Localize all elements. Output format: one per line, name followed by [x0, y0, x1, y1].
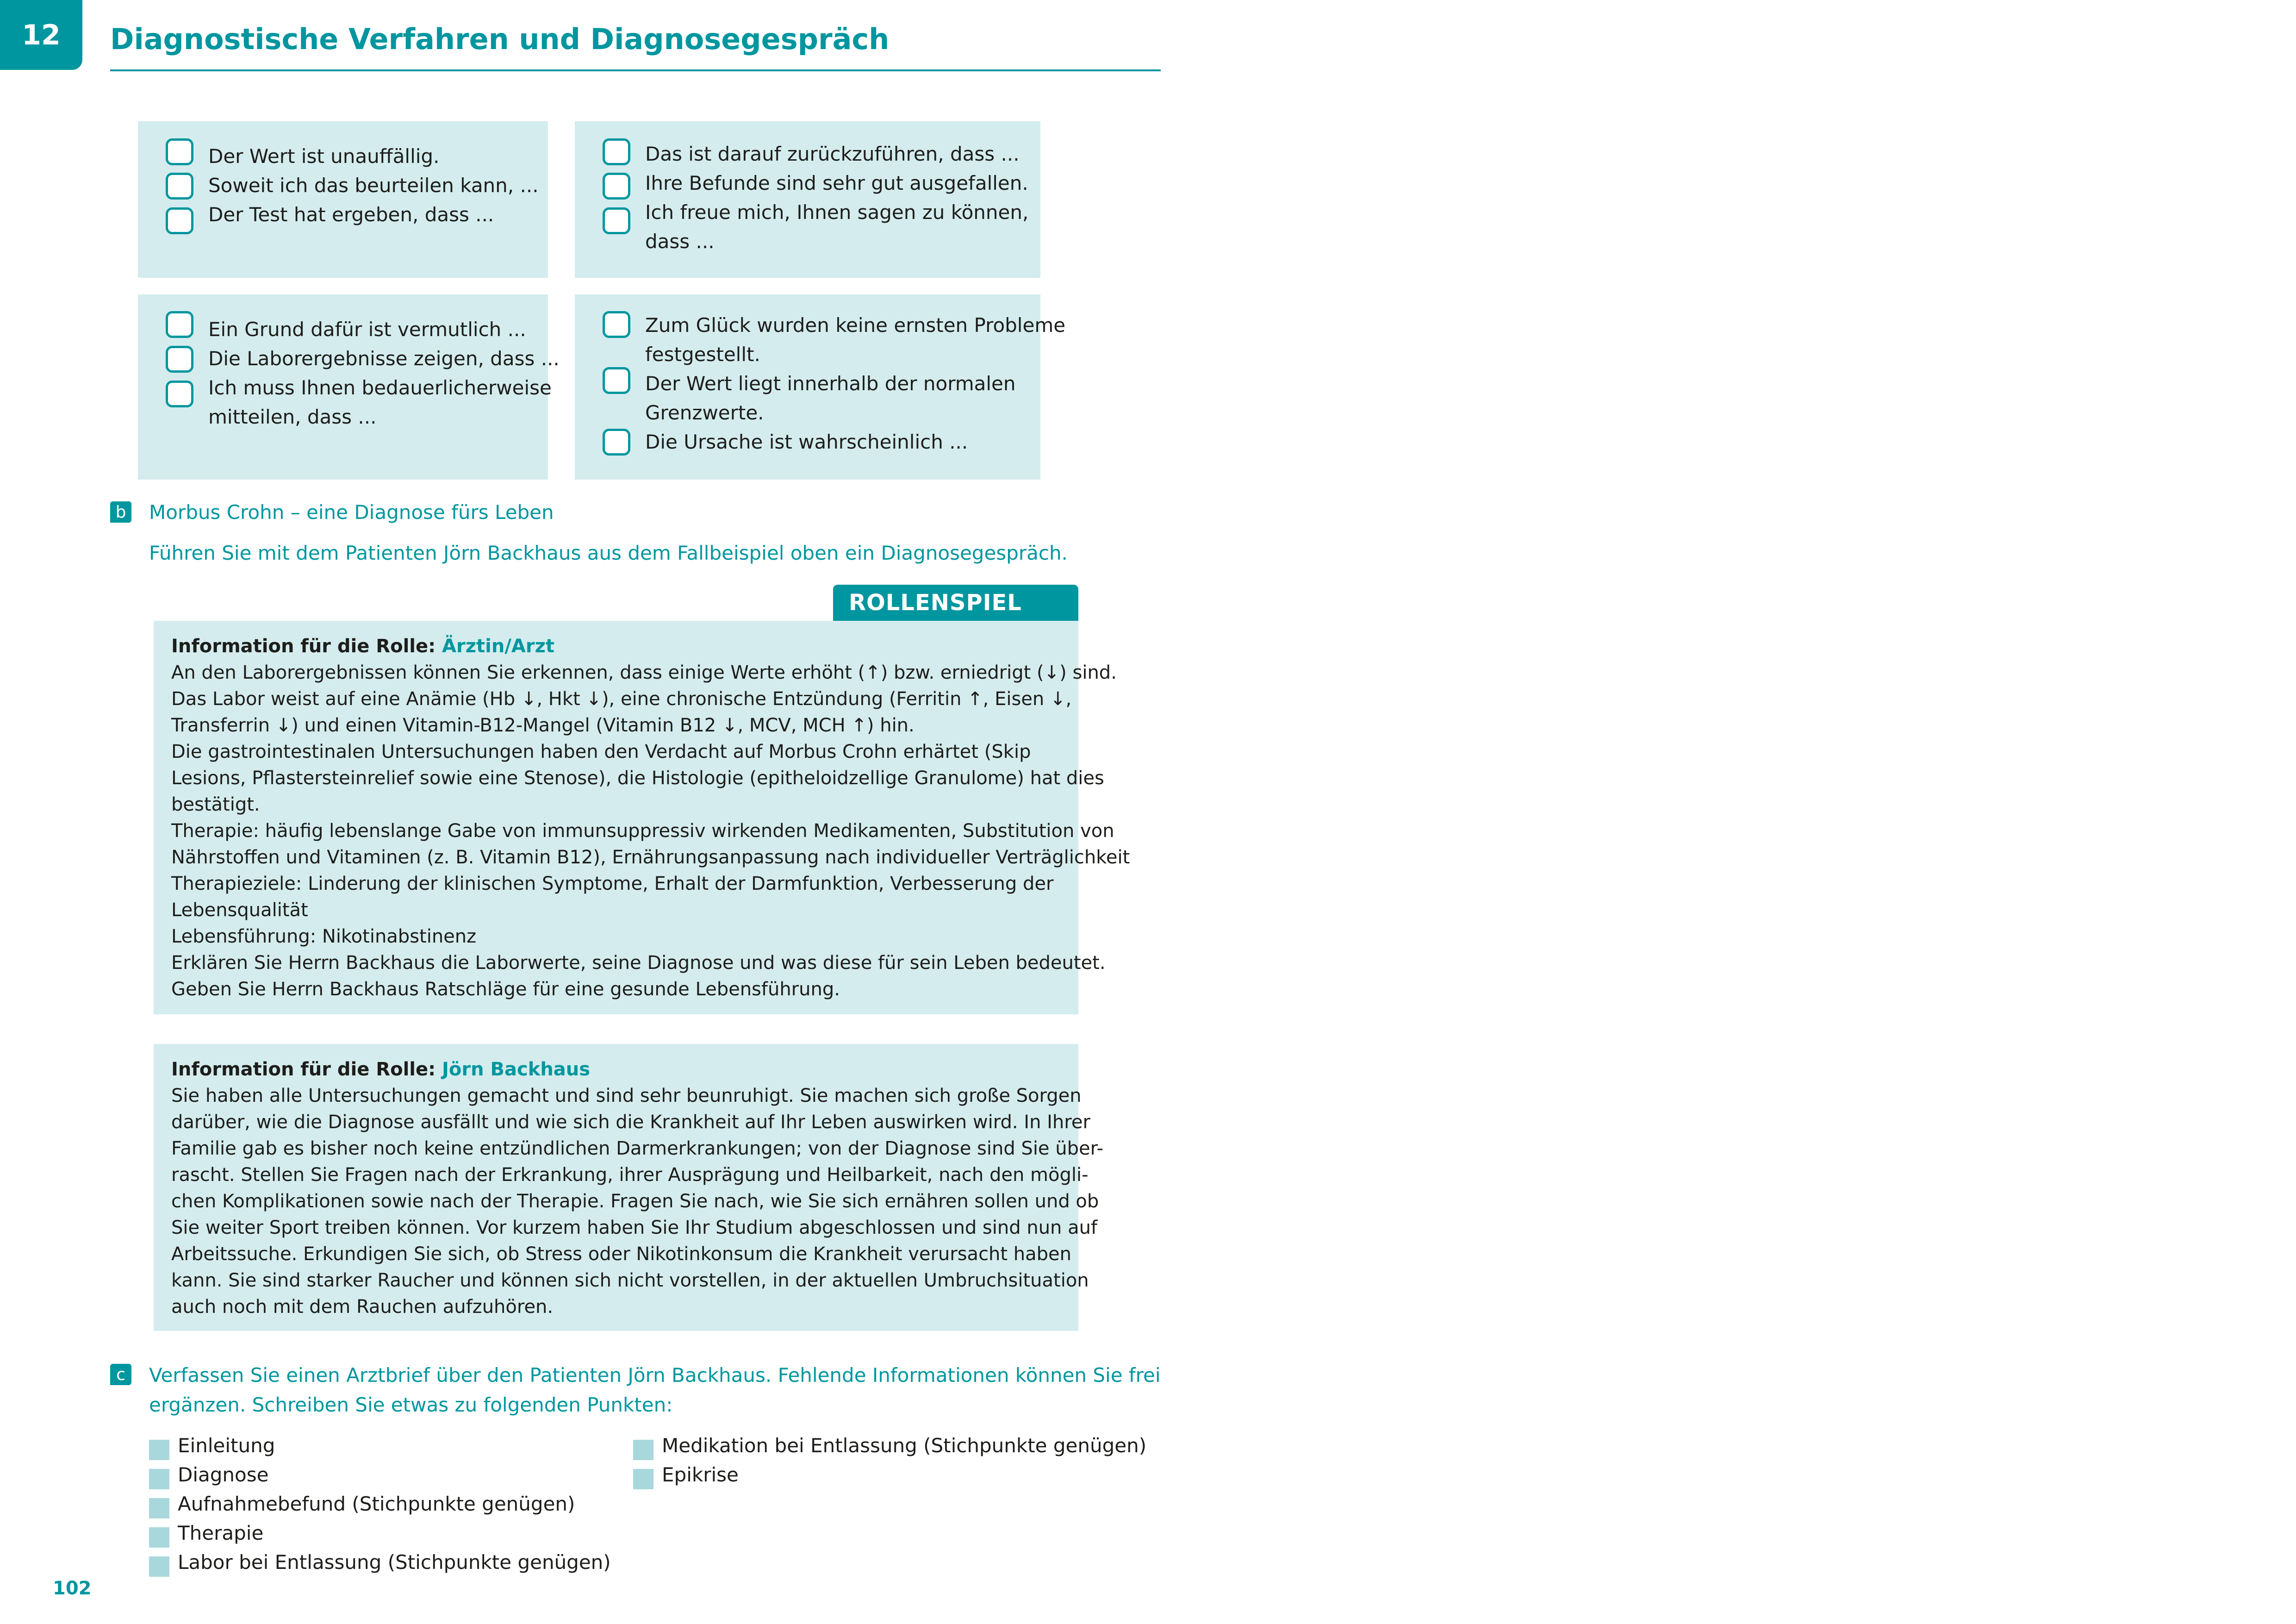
role-card-line: Transferrin ↓) und einen Vitamin-B12-Mangel (Vitamin B12 ↓, MCV, MCH ↑) hin. — [171, 715, 915, 736]
phrase-checkbox[interactable] — [166, 346, 193, 373]
phrase-box-2 — [575, 121, 1040, 278]
checklist-square-icon — [149, 1527, 169, 1548]
role-card-line: Familie gab es bisher noch keine entzündlichen Darmerkrankungen; von der Diagnose sind Sie über- — [171, 1138, 1103, 1159]
role-card-line: darüber, wie die Diagnose ausfällt und wie sich die Krankheit auf Ihr Leben auswirken wird. In Ihrer — [171, 1112, 1090, 1133]
section-b-instruction: Führen Sie mit dem Patienten Jörn Backhaus aus dem Fallbeispiel oben ein Diagnosegespräch. — [149, 542, 1068, 564]
role-card-line: Das Labor weist auf eine Anämie (Hb ↓, Hkt ↓), eine chronische Entzündung (Ferritin ↑, Eisen ↓, — [171, 688, 1072, 710]
section-b-badge: b — [110, 501, 131, 523]
phrase-text: festgestellt. — [645, 343, 760, 366]
chapter-title: Diagnostische Verfahren und Diagnosegespräch — [110, 22, 890, 56]
phrase-checkbox[interactable] — [166, 173, 193, 200]
checklist-item: Therapie — [178, 1522, 264, 1544]
role-card-line: Lebensführung: Nikotinabstinenz — [171, 926, 477, 947]
role-card-line: Geben Sie Herrn Backhaus Ratschläge für eine gesunde Lebensführung. — [171, 979, 840, 1000]
phrase-text: Soweit ich das beurteilen kann, ... — [208, 174, 539, 197]
header-divider — [110, 69, 1161, 71]
role-card-line: Die gastrointestinalen Untersuchungen haben den Verdacht auf Morbus Crohn erhärtet (Skip — [171, 741, 1031, 762]
role-card-heading — [171, 636, 554, 657]
checklist-square-icon — [633, 1469, 653, 1489]
role-card-line: Sie weiter Sport treiben können. Vor kurzem haben Sie Ihr Studium abgeschlossen und sind nun auf — [171, 1217, 1098, 1238]
role-card-line: An den Laborergebnissen können Sie erkennen, dass einige Werte erhöht (↑) bzw. erniedrigt (↓) sind. — [171, 662, 1117, 683]
checklist-square-icon — [633, 1440, 653, 1460]
phrase-checkbox[interactable] — [166, 207, 193, 234]
role-card-line: bestätigt. — [171, 794, 260, 815]
checklist-item: Labor bei Entlassung (Stichpunkte genügen) — [178, 1551, 611, 1574]
checklist-square-icon — [149, 1440, 169, 1460]
phrase-text: Ein Grund dafür ist vermutlich ... — [208, 318, 526, 341]
role-card-line: Therapie: häufig lebenslange Gabe von immunsuppressiv wirkenden Medikamenten, Substitution von — [171, 820, 1114, 842]
role-card-doctor — [154, 621, 1130, 1014]
phrase-checkbox[interactable] — [166, 138, 193, 165]
role-card-line: Erklären Sie Herrn Backhaus die Laborwerte, seine Diagnose und was diese für sein Leben bedeutet. — [171, 952, 1106, 974]
phrase-checkbox[interactable] — [166, 381, 193, 407]
role-name: Jörn Backhaus — [442, 1059, 591, 1080]
role-heading-prefix: Information für die Rolle: — [171, 1059, 442, 1080]
phrase-checkbox[interactable] — [603, 429, 630, 456]
phrase-text: Die Laborergebnisse zeigen, dass ... — [208, 347, 560, 370]
checklist-item: Epikrise — [662, 1463, 739, 1486]
role-card-line: auch noch mit dem Rauchen aufzuhören. — [171, 1296, 554, 1318]
page-number: 102 — [53, 1578, 92, 1599]
phrase-text: Zum Glück wurden keine ernsten Probleme — [645, 314, 1066, 337]
role-card-line: chen Komplikationen sowie nach der Therapie. Fragen Sie nach, wie Sie sich ernähren sollen und ob — [171, 1191, 1099, 1212]
checklist-square-icon — [149, 1469, 169, 1489]
phrase-checkbox[interactable] — [603, 207, 630, 234]
section-c-instruction-line: ergänzen. Schreiben Sie etwas zu folgenden Punkten: — [149, 1393, 673, 1416]
checklist-item: Medikation bei Entlassung (Stichpunkte genügen) — [662, 1434, 1147, 1457]
role-card-line: rascht. Stellen Sie Fragen nach der Erkrankung, ihrer Ausprägung und Heilbarkeit, nach den mögli- — [171, 1164, 1089, 1186]
role-card-line: Lebensqualität — [171, 899, 308, 921]
phrase-text: Der Test hat ergeben, dass ... — [208, 203, 494, 226]
phrase-text: Ich freue mich, Ihnen sagen zu können, — [645, 201, 1029, 224]
phrase-checkbox[interactable] — [603, 173, 630, 200]
role-card-patient — [154, 1044, 1103, 1331]
role-card-heading — [171, 1059, 590, 1080]
section-c-instruction-line: Verfassen Sie einen Arztbrief über den Patienten Jörn Backhaus. Fehlende Informationen können Sie frei — [149, 1364, 1161, 1387]
checklist-square-icon — [149, 1556, 169, 1577]
checklist-item: Einleitung — [178, 1434, 275, 1457]
role-name: Ärztin/Arzt — [442, 636, 555, 657]
chapter-number-tab: 12 — [0, 0, 82, 70]
role-card-line: Therapieziele: Linderung der klinischen Symptome, Erhalt der Darmfunktion, Verbesserung der — [171, 873, 1054, 894]
roleplay-label: ROLLENSPIEL — [833, 585, 1078, 621]
checklist-square-icon — [149, 1498, 169, 1518]
phrase-text: Die Ursache ist wahrscheinlich ... — [645, 431, 968, 453]
phrase-text: dass ... — [645, 230, 715, 253]
phrase-text: mitteilen, dass ... — [208, 406, 377, 428]
phrase-box-1 — [138, 121, 548, 278]
phrase-checkbox[interactable] — [603, 138, 630, 165]
section-b-title: Morbus Crohn – eine Diagnose fürs Leben — [149, 501, 554, 524]
role-card-line: kann. Sie sind starker Raucher und können sich nicht vorstellen, in der aktuellen Umbruchsituation — [171, 1270, 1089, 1291]
phrase-checkbox[interactable] — [603, 311, 630, 338]
phrase-text: Der Wert ist unauffällig. — [208, 145, 440, 168]
phrase-text: Ihre Befunde sind sehr gut ausgefallen. — [645, 172, 1028, 194]
section-c-badge: c — [110, 1364, 131, 1385]
phrase-checkbox[interactable] — [166, 311, 193, 338]
role-card-line: Sie haben alle Untersuchungen gemacht und sind sehr beunruhigt. Sie machen sich große Sorgen — [171, 1085, 1082, 1106]
phrase-checkbox[interactable] — [603, 367, 630, 394]
checklist-item: Diagnose — [178, 1463, 269, 1486]
phrase-box-3 — [138, 294, 560, 480]
checklist-item: Aufnahmebefund (Stichpunkte genügen) — [178, 1493, 575, 1515]
phrase-text: Das ist darauf zurückzuführen, dass ... — [645, 143, 1020, 165]
phrase-text: Ich muss Ihnen bedauerlicherweise — [208, 376, 552, 399]
role-heading-prefix: Information für die Rolle: — [171, 636, 442, 657]
phrase-box-4 — [575, 294, 1066, 480]
phrase-text: Grenzwerte. — [645, 401, 764, 424]
role-card-line: Nährstoffen und Vitaminen (z. B. Vitamin B12), Ernährungsanpassung nach individueller Verträglichkeit — [171, 847, 1130, 868]
role-card-line: Lesions, Pflastersteinrelief sowie eine Stenose), die Histologie (epitheloidzellige Granulome) hat dies — [171, 768, 1104, 789]
phrase-text: Der Wert liegt innerhalb der normalen — [645, 372, 1016, 395]
role-card-line: Arbeitssuche. Erkundigen Sie sich, ob Stress oder Nikotinkonsum die Krankheit verursacht haben — [171, 1243, 1072, 1265]
